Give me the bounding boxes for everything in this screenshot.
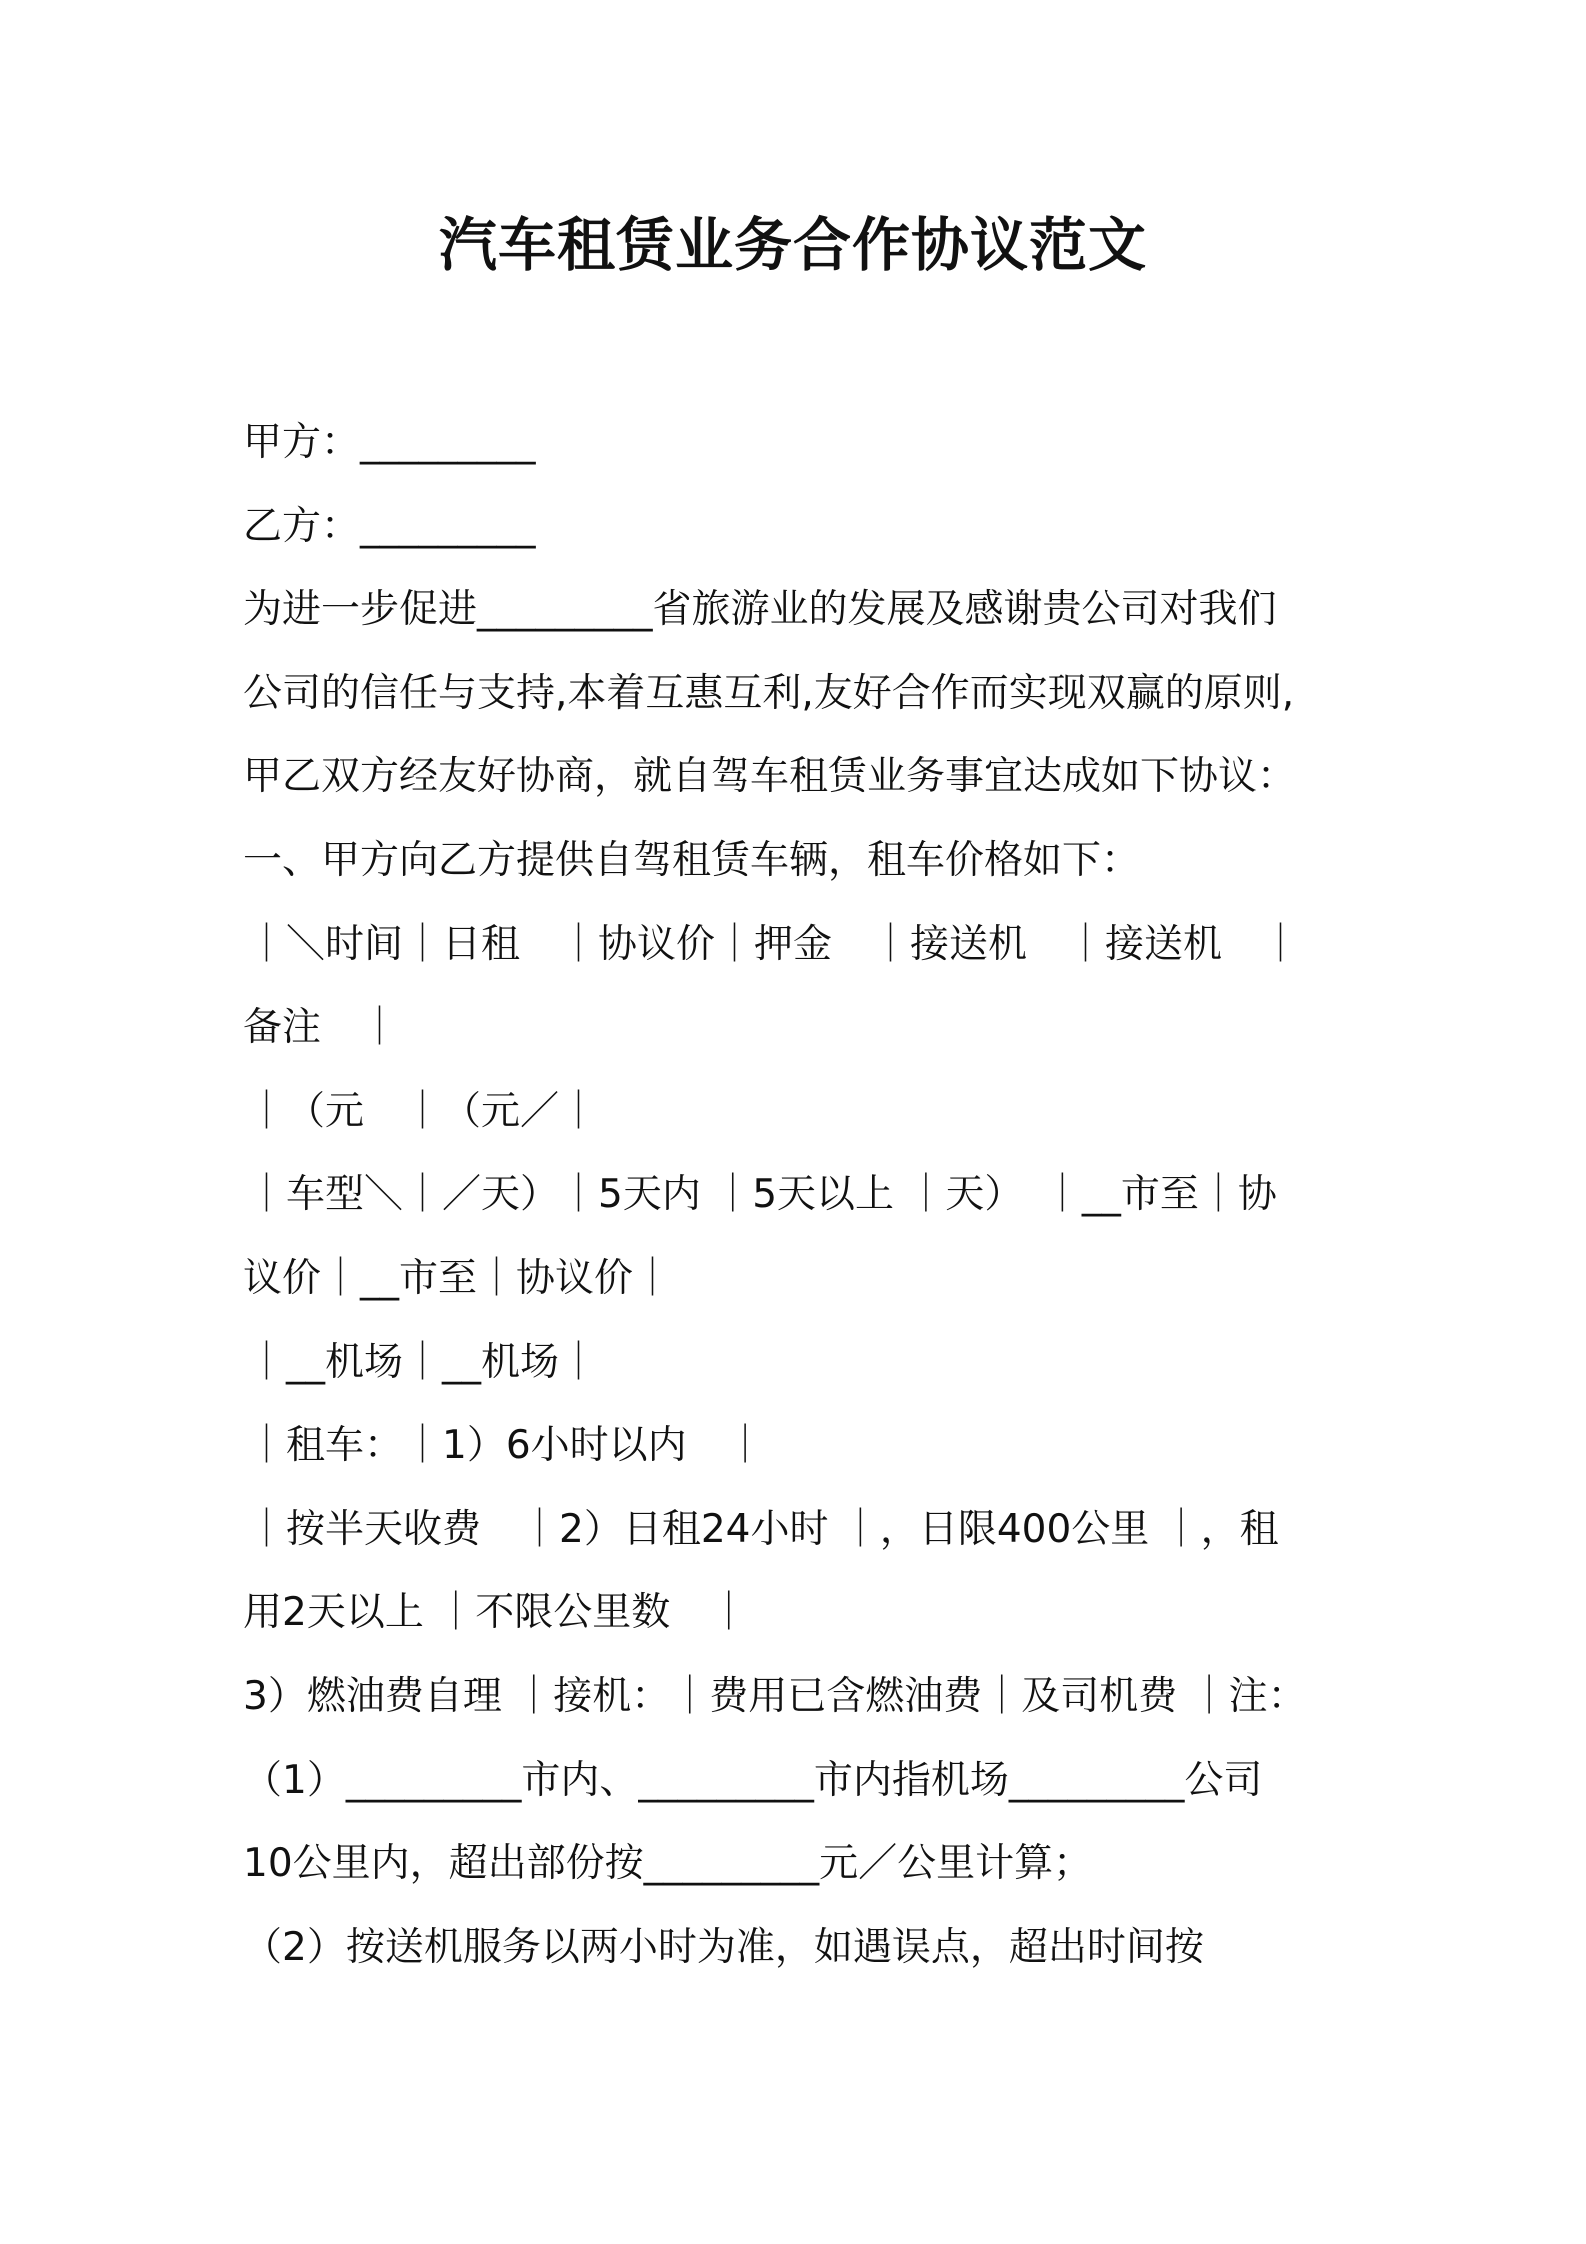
price-table-line-6: ｜__机场｜__机场｜ <box>247 1339 599 1385</box>
document-body <box>243 401 1363 1989</box>
note-1-line-1: （1）_________市内、_________市内指机场_________公司 <box>243 1757 1263 1803</box>
price-table-line-9: 用2天以上 ｜不限公里数 ｜ <box>243 1590 749 1636</box>
price-table-line-8: ｜按半天收费 ｜2）日租24小时 ｜，日限400公里 ｜，租 <box>247 1506 1279 1552</box>
party-a-line: 甲方：_________ <box>243 420 536 465</box>
price-table-line-5: 议价｜__市至｜协议价｜ <box>243 1255 673 1301</box>
price-table-line-1: ｜＼时间｜日租 ｜协议价｜押金 ｜接送机 ｜接送机 ｜ <box>247 921 1301 967</box>
note-1-line-2: 10公里内，超出部份按_________元／公里计算； <box>243 1841 1093 1887</box>
price-table-line-3: ｜（元 ｜（元／｜ <box>247 1088 599 1134</box>
party-b-line: 乙方：_________ <box>243 503 536 549</box>
price-table-line-4: ｜车型＼｜／天）｜5天内 ｜5天以上 ｜天） ｜__市至｜协 <box>247 1172 1277 1218</box>
price-table-line-10: 3）燃油费自理 ｜接机：｜费用已含燃油费｜及司机费 ｜注： <box>243 1673 1307 1719</box>
preamble-line-2: 公司的信任与支持,本着互惠互利,友好合作而实现双赢的原则, <box>243 670 1295 716</box>
price-table-line-7: ｜租车：｜1）6小时以内 ｜ <box>247 1423 765 1469</box>
document-title: 汽车租赁业务合作协议范文 <box>438 211 1147 279</box>
preamble-line-3: 甲乙双方经友好协商，就自驾车租赁业务事宜达成如下协议： <box>243 754 1297 800</box>
note-2-line-1: （2）按送机服务以两小时为准，如遇误点，超出时间按 <box>243 1924 1204 1970</box>
price-table-line-2: 备注 ｜ <box>243 1005 400 1051</box>
preamble-line-1: 为进一步促进_________省旅游业的发展及感谢贵公司对我们 <box>243 587 1277 633</box>
section-1-heading: 一、甲方向乙方提供自驾租赁车辆，租车价格如下： <box>243 837 1141 883</box>
